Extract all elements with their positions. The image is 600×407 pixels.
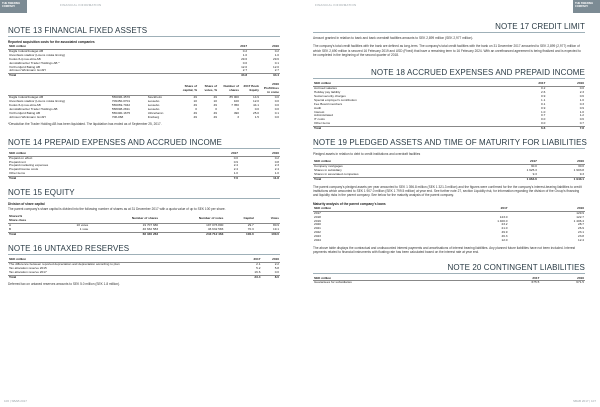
- table-cell: 0: [195, 106, 197, 111]
- table-cell: 0.2: [274, 48, 279, 53]
- table-cell: Dagfa Industribolaget AB: [9, 94, 44, 99]
- table-cell: Jemställmeriter Trader Holdings AB: [9, 106, 58, 111]
- table-cell: 12.0: [241, 64, 248, 69]
- table-cell: 80.9: [272, 223, 279, 228]
- table-cell: Other items: [314, 121, 330, 126]
- col-header: 2016: [261, 258, 280, 262]
- note15-paragraph: The parent company's share capital is divided into the following number of shares as at 31 December 2017 with a quota value of up to SEK 100 per share.: [8, 207, 226, 212]
- note13-holdings-table: [8, 83, 280, 119]
- table-cell: Shares in subsidiary: [314, 168, 342, 173]
- table-cell: 0.0: [274, 106, 279, 111]
- table-cell: 29.6: [241, 56, 248, 61]
- table-cell: 675.5: [531, 280, 540, 285]
- table-cell: 100.0: [224, 232, 254, 236]
- table-cell: 0.9: [540, 105, 546, 110]
- table-cell: 556069-7042: [111, 102, 131, 107]
- table-cell: 2017: [314, 210, 321, 215]
- header-label-left: FINANCIAL INFORMATION: [60, 3, 102, 7]
- note16-title: NOTE 16 UNTAXED RESERVES: [8, 244, 280, 255]
- note13-title: NOTE 13 FINANCIAL FIXED ASSETS: [8, 26, 280, 37]
- table-cell: 23.8: [577, 234, 584, 239]
- table-cell: 1.0: [233, 171, 238, 176]
- col-header: Share of votes, %: [198, 83, 218, 95]
- table-cell: 1.0: [242, 52, 248, 57]
- table-cell: Prepaid on effect: [9, 155, 33, 160]
- col-header: 2017: [508, 82, 547, 86]
- table-cell: Total: [313, 127, 508, 131]
- table-cell: 9.3: [532, 172, 537, 177]
- note19-title: NOTE 19 PLEDGED ASSETS AND TIME OF MATURITY FOR LIABILITIES: [313, 138, 587, 148]
- note13-subtitle: Reported acquisition costs for the associated companies: [8, 40, 95, 44]
- table-cell: 49: [213, 102, 217, 107]
- col-header: 2016: [248, 45, 280, 49]
- table-cell: 0.8: [274, 159, 279, 164]
- note18-title: NOTE 18 ACCRUED EXPENSES AND PREPAID INCOME: [313, 68, 585, 79]
- table-cell: 2020: [314, 222, 321, 227]
- col-header: Number of shares: [89, 215, 159, 223]
- table-cell: Stockholm: [147, 94, 163, 99]
- col-header: 2017: [491, 160, 538, 164]
- note15-subtitle: Division of share capital: [8, 202, 45, 207]
- table-cell: 30.0: [577, 164, 584, 169]
- table-cell: 1.0: [540, 109, 546, 114]
- table-total-row: [313, 177, 585, 181]
- table-cell: 23.4: [243, 275, 262, 279]
- table-cell: 11.8: [239, 177, 280, 181]
- table-cell: Total: [8, 275, 243, 279]
- table-cell: 556096-4570: [111, 94, 131, 99]
- col-header: 2016: [546, 82, 585, 86]
- table-cell: Vid Fordjord Baling AB: [9, 110, 41, 115]
- col-header: SEK million: [313, 82, 508, 86]
- left-column: [8, 26, 280, 291]
- col-header: 2016: [239, 152, 280, 156]
- note19-pledged-table: [313, 160, 585, 182]
- table-cell: 1.0: [274, 52, 279, 57]
- table-cell: 66 340 263: [89, 232, 159, 236]
- table-cell: 2023: [314, 234, 321, 239]
- col-header: 2017 Book Equity: [240, 83, 260, 95]
- col-header: SEK million: [313, 207, 432, 211]
- note15-table: [8, 215, 280, 237]
- page-number-right: SBAB 2017 | 107: [573, 399, 596, 403]
- col-header: 2017: [216, 45, 248, 49]
- table-cell: Guarantees for subsidiaries: [314, 280, 352, 285]
- col-header: 2016: [538, 160, 585, 164]
- table-cell: B: [9, 227, 12, 232]
- table-cell: 49: [193, 94, 197, 99]
- header-label-right: FINANCIAL INFORMATION: [315, 3, 357, 7]
- table-cell: 12.0: [252, 98, 259, 103]
- table-cell: 19 707 680: [142, 223, 159, 228]
- table-cell: 708-068: [111, 114, 124, 119]
- page-header: [0, 0, 600, 14]
- table-cell: Lessebo: [147, 102, 160, 107]
- col-header: SEK million: [313, 277, 496, 281]
- table-cell: 2021: [314, 226, 321, 231]
- table-cell: 0.2: [242, 48, 248, 53]
- table-cell: 49: [213, 110, 217, 115]
- table-cell: 16.6: [254, 269, 261, 274]
- table-cell: 0.0: [233, 155, 238, 160]
- table-cell: 49: [193, 102, 197, 107]
- table-cell: 10: [213, 98, 217, 103]
- table-cell: 0.7: [540, 113, 546, 118]
- note19-subtitle: Pledged assets in relation to debt to credit institutions and overdraft facilities: [313, 152, 421, 157]
- table-cell: 49: [193, 114, 197, 119]
- table-cell: 2.6: [540, 90, 546, 94]
- table-cell: 1.0: [274, 171, 279, 176]
- table-cell: 1 400.0: [497, 218, 508, 223]
- table-cell: 23.1: [577, 230, 584, 235]
- table-cell: 1.1: [540, 97, 546, 102]
- table-cell: Johnson Wickmann GmbH: [9, 68, 46, 73]
- table-cell: 0.7: [579, 121, 584, 126]
- table-cell: Social security charges: [314, 93, 346, 98]
- table-cell: Lessebo: [147, 106, 160, 111]
- table-cell: 30.0: [530, 164, 537, 169]
- col-header: 2017: [243, 258, 262, 262]
- table-cell: 0: [215, 106, 217, 111]
- col-header: 2017: [496, 277, 541, 281]
- col-header: 2017: [432, 207, 508, 211]
- table-cell: 0.9: [233, 159, 238, 164]
- col-header: SEK million: [8, 45, 216, 49]
- note14-title: NOTE 14 PREPAID EXPENSES AND ACCRUED INCOME: [8, 138, 280, 149]
- table-cell: 34.8: [216, 74, 248, 78]
- table-cell: Holiday pay liability: [314, 90, 341, 94]
- table-row: [8, 116, 280, 120]
- table-cell: 0.9: [540, 93, 546, 98]
- table-cell: Company mortgages: [314, 164, 343, 169]
- col-header: 2017: [198, 152, 239, 156]
- table-cell: 243 712 463: [159, 232, 224, 236]
- table-cell: The difference between reported depreciation and depreciation according to plan: [9, 261, 120, 266]
- col-header: Number of votes: [159, 215, 224, 223]
- col-header: Capital: [224, 215, 254, 223]
- note17-paragraph-2: The company's total credit facilities with the bank are defined as long-term. The company's total credit facilities with the bank on 31 December 2017 amounted to SEK 2,899 (2,977) million of which SEK 2,690 million is secured 16 February 2019 and USD (Fixed) that have a remaining term to 16 February 2024. With an unrefinanced agreement is being finalized and is expected to be completed in the beginning of the second quarter of 2018.: [313, 44, 581, 57]
- table-row: [313, 239, 585, 243]
- table-cell: Ulvenfasts stadkor (Licens miska linning): [9, 98, 66, 103]
- col-header: 2016: [509, 207, 585, 211]
- table-cell: 0: [237, 106, 239, 111]
- table-cell: Kooks fLip rea ebra AB: [9, 56, 41, 61]
- table-cell: 46 632 583: [207, 227, 224, 232]
- right-column: [313, 22, 585, 285]
- note17-paragraph-1: Amount granted in relation to bank and bank overdraft facilities amounts to SEK 2,899 million (SEK 2,977 million).: [313, 36, 474, 40]
- table-cell: Total: [8, 74, 216, 78]
- table-cell: Total: [8, 177, 198, 181]
- table-cell: 0.2: [540, 86, 546, 91]
- table-cell: 21.0: [501, 226, 508, 231]
- table-cell: Accrued salaries: [314, 86, 337, 91]
- note13-footnote: *Desolution the Trader Holding AB has been liquidated. The liquidation has ended as of September 25, 2017.: [8, 122, 162, 127]
- table-cell: 10 votes: [76, 223, 89, 228]
- note15-title: NOTE 15 EQUITY: [8, 188, 280, 199]
- col-header: SEK million: [313, 160, 491, 164]
- page-number-left: 106 | SBAB 2017: [4, 399, 27, 403]
- table-cell: 671.5: [576, 280, 584, 285]
- table-cell: 556490-1675: [111, 110, 131, 115]
- table-cell: IT costs: [314, 117, 325, 122]
- section-tab-right: THE SWEDISH COMPANY: [573, 0, 600, 13]
- table-cell: 1 964.6: [491, 177, 538, 181]
- col-header: SEK million: [8, 152, 198, 156]
- table-cell: 26.9: [577, 226, 584, 231]
- table-cell: Interest: [314, 109, 325, 114]
- table-cell: 7 350: [231, 102, 239, 107]
- note18-table: [313, 82, 585, 131]
- table-cell: 8.0: [261, 275, 280, 279]
- table-cell: Audit: [314, 105, 322, 110]
- table-cell: 558098-2811: [111, 106, 130, 111]
- table-cell: Shares in associated companies: [314, 172, 359, 177]
- table-cell: 2024: [314, 238, 321, 243]
- table-cell: 0.0: [540, 121, 546, 126]
- table-cell: Tax allocation reserve 2017: [9, 269, 47, 274]
- table-cell: 0.0: [242, 60, 248, 65]
- table-cell: 7.6: [198, 177, 239, 181]
- table-cell: 1.0: [579, 97, 584, 102]
- table-cell: 1.0: [579, 109, 584, 114]
- table-cell: 490: [233, 110, 239, 115]
- col-header: 2016: [540, 277, 585, 281]
- table-cell: Fee Board members: [314, 101, 343, 106]
- table-cell: 12.4: [577, 238, 584, 243]
- table-cell: Ulricehamn: [147, 110, 164, 115]
- table-cell: 0.0: [274, 94, 279, 99]
- table-cell: Freiberg: [147, 114, 160, 119]
- table-cell: 2.2: [274, 261, 279, 266]
- table-cell: 3: [237, 114, 239, 119]
- table-cell: Jemställmeriter Trader Holdings AB *: [9, 60, 60, 65]
- table-cell: 197 076 800: [206, 223, 224, 228]
- table-cell: 0.0: [579, 86, 584, 91]
- table-cell: 2.3: [579, 90, 584, 94]
- table-cell: Tax allocation reserve 2015: [9, 265, 47, 270]
- note14-table: [8, 152, 280, 181]
- table-cell: 2.1: [256, 261, 261, 266]
- table-cell: Special employer's contribution: [314, 97, 357, 102]
- table-cell: 49: [213, 114, 217, 119]
- table-cell: 122.7: [576, 214, 584, 219]
- table-total-row: [8, 275, 280, 279]
- table-cell: 12.0: [272, 64, 279, 69]
- table-cell: Dagfa Industribolaget AB: [9, 48, 44, 53]
- note19-maturity-table: [313, 207, 585, 243]
- table-cell: 44.1: [252, 102, 259, 107]
- note16-footnote: Deferred tax on untaxed reserves amounts to SEK 5.0 million (SEK 1.8 million).: [8, 282, 120, 287]
- table-cell: 46 632 583: [142, 227, 159, 232]
- table-cell: 0.0: [274, 114, 279, 119]
- table-cell: 49: [213, 94, 217, 99]
- table-cell: 6.6: [508, 127, 547, 131]
- table-cell: Total: [8, 232, 55, 236]
- table-cell: 1 943.1: [538, 177, 585, 181]
- col-header: SEK million: [8, 258, 243, 262]
- table-cell: 0.1: [274, 110, 279, 115]
- col-header: [111, 83, 147, 95]
- table-cell: 5.8: [274, 265, 279, 270]
- table-cell: 2022: [314, 230, 321, 235]
- table-cell: Prepaid rent: [9, 159, 26, 164]
- table-cell: 29.6: [272, 56, 279, 61]
- table-cell: 7.8: [546, 127, 585, 131]
- note13-costs-table: [8, 45, 280, 78]
- col-header: Shares% Share class: [8, 215, 55, 223]
- section-tab-left: THE SWEDISH COMPANY: [0, 0, 27, 13]
- table-cell: 49.9: [501, 230, 508, 235]
- table-cell: 1 903.8: [573, 168, 584, 173]
- table-cell: 0.1: [540, 101, 546, 106]
- col-header: Share of capital, %: [178, 83, 198, 95]
- note16-table: [8, 258, 280, 280]
- table-cell: Johnson Wickmann GmbH: [9, 114, 46, 119]
- table-cell: 49: [193, 110, 197, 115]
- col-header: [147, 83, 178, 95]
- col-header: 2016 Profit/loss in come: [260, 83, 280, 95]
- table-cell: Other items: [9, 171, 25, 176]
- table-cell: 23.2: [501, 222, 508, 227]
- col-header: Number of shares: [218, 83, 240, 95]
- note19-paragraph-2: The above table displays the contractual and undiscounted interest payments and amortisations of interest bearing liabilities. Any planned future liabilities have not been included. Interest payments related to financial instruments with floating rate has been calculated based on the interest rate at year end.: [313, 245, 576, 255]
- table-cell: 1 406.4: [573, 218, 584, 223]
- table-cell: 0.6: [579, 93, 584, 98]
- table-cell: 70.3: [247, 227, 254, 232]
- table-cell: 10: [193, 98, 197, 103]
- table-row: [313, 281, 585, 285]
- table-cell: 0.0: [540, 117, 546, 122]
- table-cell: 29.7: [247, 223, 254, 228]
- table-cell: Prepaid marketing expenses: [9, 163, 49, 168]
- table-cell: 2.4: [274, 167, 279, 172]
- table-cell: 34.4: [248, 74, 280, 78]
- note19-maturity-title: Maturity analysis of the parent company's loans: [313, 201, 386, 206]
- table-cell: 0.1: [274, 60, 279, 65]
- table-cell: 0.9: [579, 105, 584, 110]
- table-cell: 0.0: [254, 106, 259, 111]
- table-cell: 1 vote: [79, 227, 89, 232]
- col-header: [8, 83, 111, 95]
- table-cell: 123.0: [499, 214, 508, 219]
- table-cell: Total: [313, 177, 491, 181]
- table-cell: 2.7: [274, 68, 279, 73]
- table-cell: Ulvenfasts stadkor (Licens miska linning): [9, 52, 66, 57]
- table-cell: 1 925.3: [526, 168, 537, 173]
- table-cell: 9.3: [579, 172, 584, 177]
- table-cell: 0.0: [274, 269, 279, 274]
- table-cell: 14.9: [252, 94, 259, 99]
- table-cell: A: [9, 223, 12, 228]
- table-cell: 46.3: [501, 234, 508, 239]
- col-header: Votes: [255, 215, 280, 223]
- table-cell: Lessebo: [147, 98, 160, 103]
- table-cell: 2018: [314, 214, 321, 219]
- table-cell: Prepaid license costs: [9, 167, 39, 172]
- table-cell: 709450-0701: [111, 98, 131, 103]
- table-cell: Administrated: [314, 113, 333, 118]
- table-cell: 19.1: [272, 227, 279, 232]
- table-cell: 28.7: [577, 222, 584, 227]
- note19-paragraph: The parent company's pledged assets per year amounted to SEK 1 396.8 million (SEK 1 321.3 million) and the figures were confirmed for the the company's interest-bearing liabilities to credit institutions which amounted to SEK 1 907.0 million (SEK 1 799.5 million) at year end. See further note 27, section Liquidity risk, for information regarding the division of the Group's financing and liquidity risks in the parent company. See below for the maturity analysis of the parent company.: [313, 184, 582, 198]
- table-cell: 2.3: [274, 163, 279, 168]
- note20-table: [313, 277, 585, 286]
- table-cell: 1.2: [579, 113, 584, 118]
- table-cell: 100.0: [255, 232, 280, 236]
- table-cell: 85 000: [229, 94, 239, 99]
- table-cell: 2.4: [233, 167, 238, 172]
- table-cell: 0.6: [579, 117, 584, 122]
- note17-title: NOTE 17 CREDIT LIMIT: [313, 22, 585, 33]
- note20-title: NOTE 20 CONTINGENT LIABILITIES: [313, 263, 585, 274]
- table-cell: 0.0: [274, 102, 279, 107]
- table-cell: 0.0: [274, 98, 279, 103]
- table-cell: 25.0: [252, 110, 259, 115]
- table-cell: Vid Fordjord Baling AB: [9, 64, 41, 69]
- table-cell: 12.0: [501, 238, 508, 243]
- table-cell: 2019: [314, 218, 321, 223]
- table-cell: Kooks fLip rea ebra AB: [9, 102, 41, 107]
- table-cell: 129.9: [576, 210, 584, 215]
- table-cell: 0.2: [274, 155, 279, 160]
- table-cell: 2.4: [233, 163, 238, 168]
- table-cell: 100: [233, 98, 239, 103]
- table-cell: 5.2: [256, 265, 261, 270]
- table-cell: 0.3: [579, 101, 584, 106]
- table-cell: 2.7: [242, 68, 248, 73]
- table-cell: 1.5: [254, 114, 259, 119]
